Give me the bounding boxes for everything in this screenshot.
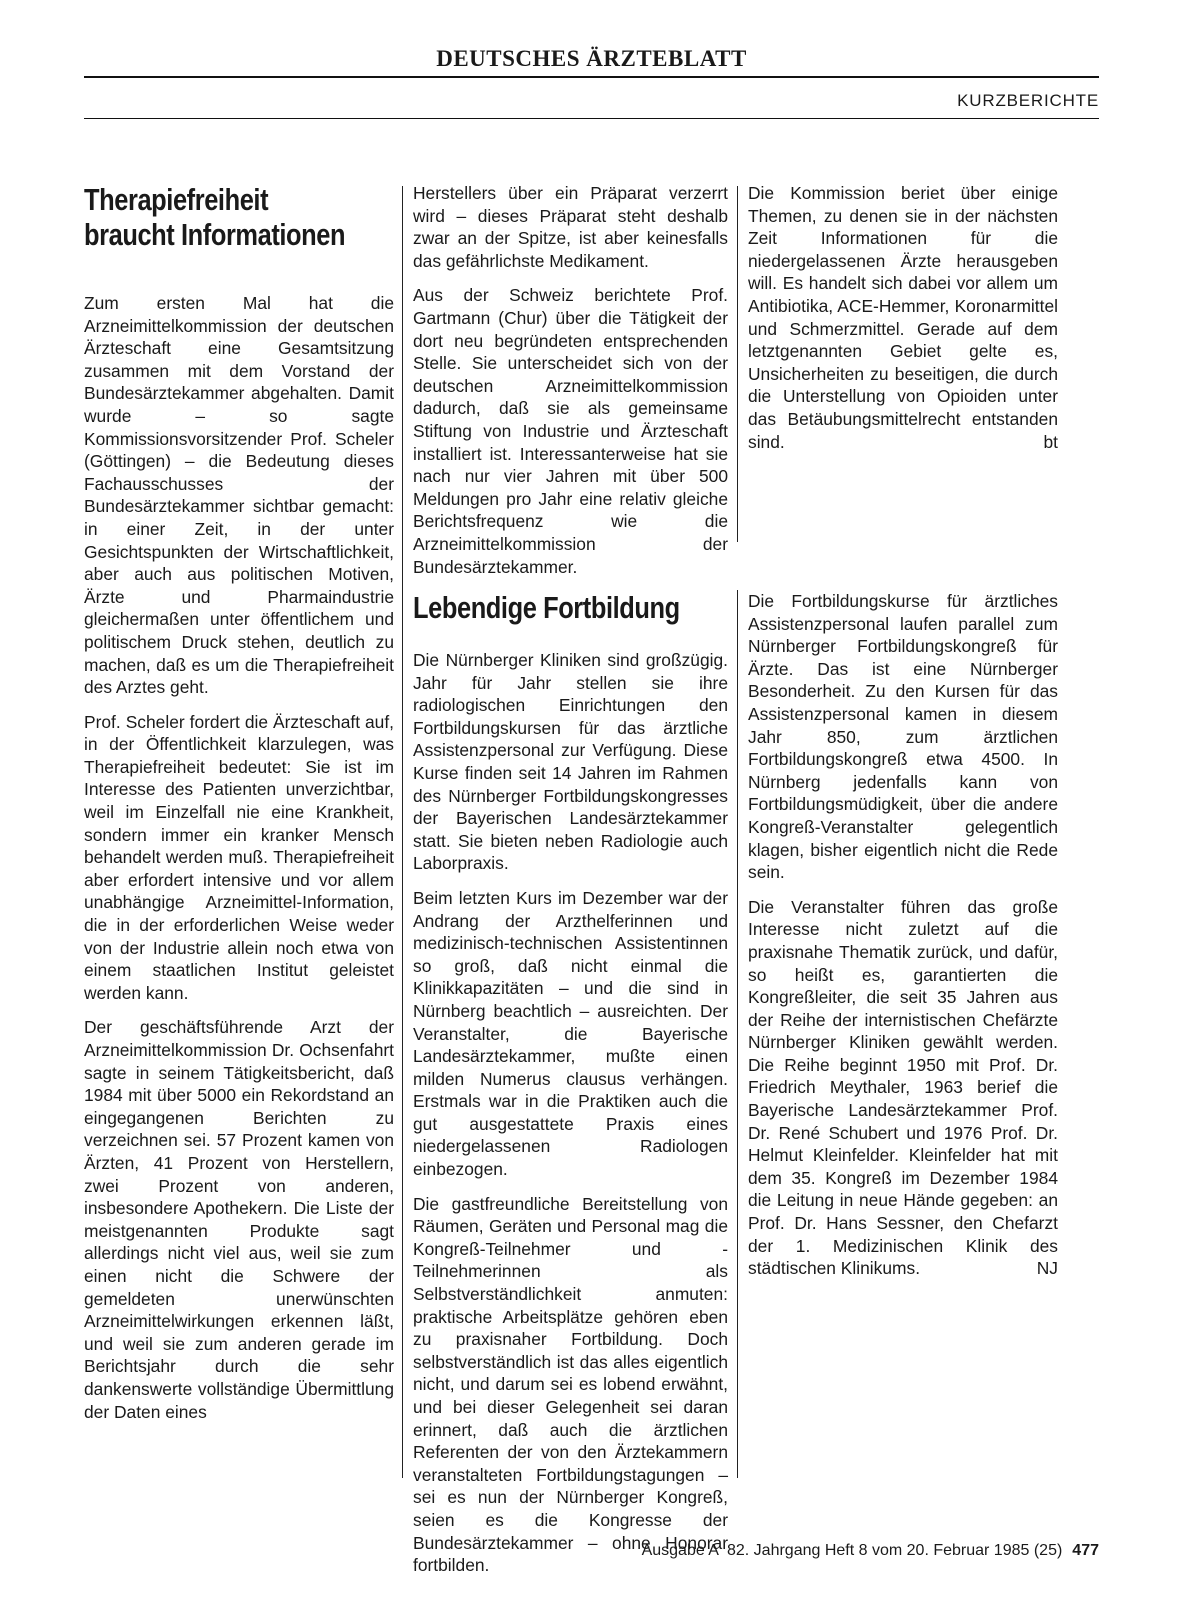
article2-paragraph: Die Nürnberger Kliniken sind großzügig. Jahr für Jahr stellen sie ihre radiologischen Einrichtungen den Fortbildungskursen für das ärztliche Assistenzpersonal zur Verfügung. Diese Kurse finden seit 14 Jahren im Rahmen des Nürnberger Fortbildungskongresses der Bayerischen Landesärztekammer statt. Sie bieten neben Radiologie auch Laborpraxis. <box>413 650 728 874</box>
masthead: DEUTSCHES ÄRZTEBLATT <box>436 46 747 71</box>
footer <box>642 1542 1099 1560</box>
page-number: 477 <box>1072 1542 1099 1559</box>
article1-paragraph: Der geschäftsführende Arzt der Arzneimittelkommission Dr. Ochsenfahrt sagte in seinem Tätigkeitsbericht, daß 1984 mit über 5000 ein Rekordstand an eingegangenen Berichten zu verzeichnen sei. 57 Prozent kamen von Ärzten, 41 Prozent von Herstellern, zwei Prozent von anderen, insbesondere Apothekern. Die Liste der meistgenannten Produkte sagt allerdings nicht viel aus, weil sie zum einen nicht die Schwere der gemeldeten unerwünschten Arzneimittelwirkungen erkennen läßt, und weil sie zum anderen gerade im Berichtsjahr durch die sehr dankenswerte vollständige Übermittlung der Daten eines <box>84 1017 394 1422</box>
article2-column2 <box>413 590 728 1577</box>
masthead-rule <box>84 76 1099 78</box>
article1-column2 <box>413 182 728 578</box>
article2-title: Lebendige Fortbildung <box>413 590 680 625</box>
column-rule <box>737 186 738 542</box>
column-rule <box>402 186 403 1478</box>
section-rule <box>84 118 1099 119</box>
article1-title <box>84 182 346 252</box>
article1-signature: bt <box>1043 431 1058 452</box>
article1-title-line1: Therapiefreiheit <box>84 182 269 217</box>
article1-paragraph: Prof. Scheler fordert die Ärzteschaft auf, in der Öffentlichkeit klarzulegen, was Therapiefreiheit bedeutet: Sie ist im Interesse des Patienten unverzichtbar, weil im Einzelfall nie eine Krankheit, sondern immer ein kranker Mensch behandelt werden muß. Therapiefreiheit aber erfordert intensive und vor allem unabhängige Arzneimittel-Information, die in der erforderlichen Weise weder von der Industrie allein noch etwa von einem staatlichen Institut geleistet werden kann. <box>84 711 394 1003</box>
article2-column3 <box>748 590 1058 1280</box>
article1-title-line2: braucht Informationen <box>84 217 346 252</box>
section-label: KURZBERICHTE <box>957 91 1099 110</box>
article2-signature: NJ <box>1036 1258 1058 1279</box>
article2-paragraph: Die Veranstalter führen das große Interesse nicht zuletzt auf die praxisnahe Thematik zurück, und dafür, so heißt es, garantierten die Kongreßleiter, die seit 35 Jahren aus der Reihe der internistischen Chefärzte Nürnberger Kliniken gewählt werden. Die Reihe beginnt 1950 mit Prof. Dr. Friedrich Meythaler, 1963 berief die Bayerische Landesärztekammer Prof. Dr. René Schubert und 1976 Prof. Dr. Helmut Kleinfelder. Kleinfelder hat mit dem 35. Kongreß im Dezember 1984 die Leitung in neue Hände gegeben: an Prof. Dr. Hans Sessner, den Chefarzt der 1. Medizinischen Klinik des städtischen Klinikums. NJ <box>748 896 1058 1279</box>
article1-paragraph: Herstellers über ein Präparat verzerrt wird – dieses Präparat steht deshalb zwar an der Spitze, ist aber keinesfalls das gefährlichste Medikament. <box>413 183 728 271</box>
article2-paragraph: Die Fortbildungskurse für ärztliches Assistenzpersonal laufen parallel zum Nürnberger Fortbildungskongreß für Ärzte. Das ist eine Nürnberger Besonderheit. Zu den Kursen für das Assistenzpersonal kamen in diesem Jahr 850, zum ärztlichen Fortbildungskongreß etwa 4500. In Nürnberg jedenfalls kann von Fortbildungsmüdigkeit, über die andere Kongreß-Veranstalter gelegentlich klagen, bisher eigentlich nicht die Rede sein. <box>748 591 1058 883</box>
article1-column1 <box>84 182 394 1423</box>
article1-column3 <box>748 182 1058 453</box>
article1-paragraph: Die Kommission beriet über einige Themen, zu denen sie in der nächsten Zeit Informationen für die niedergelassenen Ärzte herausgeben will. Es handelt sich dabei vor allem um Antibiotika, ACE-Hemmer, Koronarmittel und Schmerzmittel. Gerade auf dem letztgenannten Gebiet gelte es, Unsicherheiten zu beseitigen, die durch die Unterstellung von Opioiden unter das Betäubungsmittelrecht entstanden sind. bt <box>748 183 1058 452</box>
article1-paragraph: Aus der Schweiz berichtete Prof. Gartmann (Chur) über die Tätigkeit der dort neu begründeten entsprechenden Stelle. Sie unterscheidet sich von der deutschen Arzneimittelkommission dadurch, daß sie als gemeinsame Stiftung von Industrie und Ärzteschaft installiert ist. Interessanterweise hat sie nach nur vier Jahren mit über 500 Meldungen pro Jahr eine relativ gleiche Berichtsfrequenz wie die Arzneimittelkommission der Bundesärztekammer. <box>413 285 728 577</box>
footer-issue-info: Ausgabe A 82. Jahrgang Heft 8 vom 20. Februar 1985 (25) <box>641 1542 1063 1559</box>
article2-paragraph: Beim letzten Kurs im Dezember war der Andrang der Arzthelferinnen und medizinisch-technischen Assistentinnen so groß, daß nicht einmal die Klinikkapazitäten – und die sind in Nürnberg beachtlich – ausreichten. Der Veranstalter, die Bayerische Landesärztekammer, mußte einen milden Numerus clausus verhängen. Erstmals war in die Praktiken auch die gut ausgestattete Praxis eines niedergelassenen Radiologen einbezogen. <box>413 887 728 1180</box>
article1-paragraph: Zum ersten Mal hat die Arzneimittelkommission der deutschen Ärzteschaft eine Gesamtsitzung zusammen mit dem Vorstand der Bundesärztekammer abgehalten. Damit wurde – so sagte Kommissionsvorsitzender Prof. Scheler (Göttingen) – die Bedeutung dieses Fachausschusses der Bundesärztekammer sichtbar gemacht: in einer Zeit, in der unter Gesichtspunkten der Wirtschaftlichkeit, aber auch aus politischen Motiven, Ärzte und Pharmaindustrie gleichermaßen unter öffentlichem und politischem Druck stehen, deutlich zu machen, daß es um die Therapiefreiheit des Arztes geht. <box>84 293 394 698</box>
column-rule <box>737 590 738 1478</box>
article2-paragraph: Die gastfreundliche Bereitstellung von Räumen, Geräten und Personal mag die Kongreß-Teilnehmer und -Teilnehmerinnen als Selbstverständlichkeit anmuten: praktische Arbeitsplätze gehören eben zu praxisnaher Fortbildung. Doch selbstverständlich ist das alles eigentlich nicht, und darum sei es lobend erwähnt, und bei dieser Gelegenheit sei daran erinnert, daß auch die ärztlichen Referenten der von den Ärztekammern veranstalteten Fortbildungstagungen – sei es nun der Nürnberger Kongreß, seien es die Kongresse der Bundesärztekammer – ohne Honorar fortbilden. <box>413 1193 728 1576</box>
